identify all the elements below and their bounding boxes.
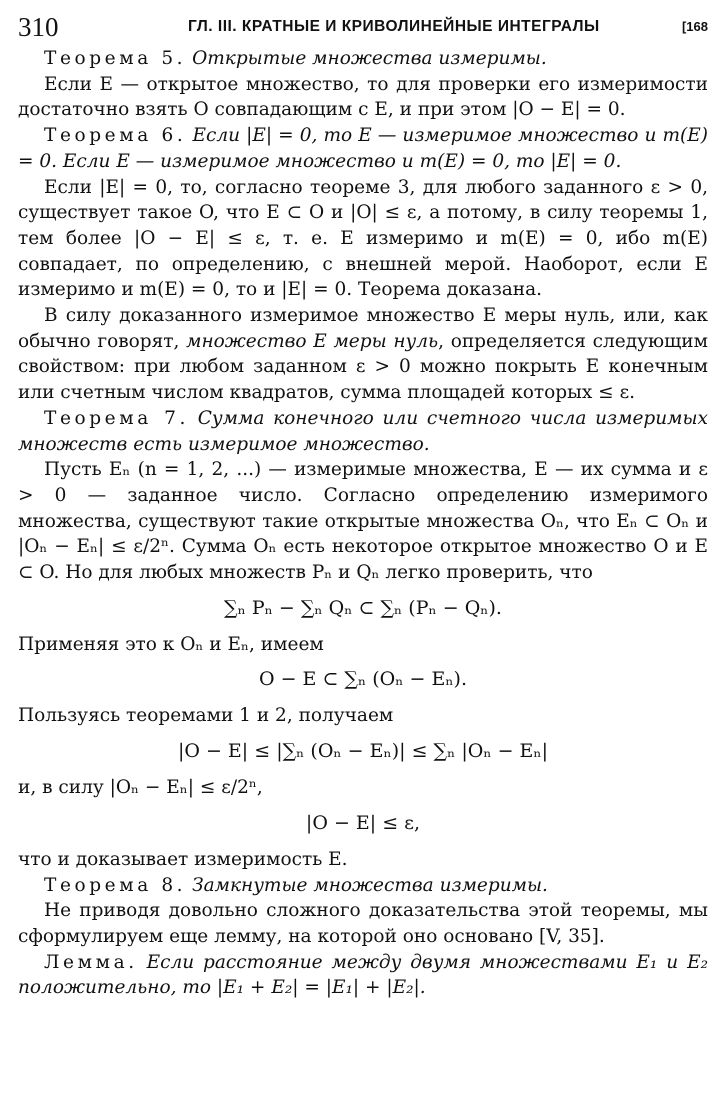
- theorem-5-title: Открытые множества измеримы.: [192, 48, 547, 69]
- theorem-7-label: Теорема 7.: [44, 407, 190, 429]
- theorem-5-label: Теорема 5.: [44, 48, 187, 69]
- theorem-8-heading: [18, 873, 708, 899]
- lemma: [18, 950, 708, 1001]
- paragraph-4: Пусть Eₙ (n = 1, 2, ...) — измеримые множества, E — их сумма и ε > 0 — заданное число. Согласно определению измеримого множества, существуют такие открытые множества Oₙ, что Eₙ ⊂ Oₙ и |Oₙ − Eₙ| ≤ ε/2ⁿ. Сумма Oₙ есть некоторое открытое множество O и E ⊂ O. Но для любых множеств Pₙ и Qₙ легко проверить, что: [18, 459, 708, 584]
- paragraph-7: и, в силу |Oₙ − Eₙ| ≤ ε/2ⁿ,: [18, 777, 263, 799]
- theorem-7-title: Сумма конечного или счетного числа измеримых множеств есть измеримое множество.: [18, 407, 708, 455]
- theorem-6-label: Теорема 6.: [44, 125, 187, 147]
- theorem-8-label: Теорема 8.: [44, 874, 187, 896]
- paragraph-5: Применяя это к Oₙ и Eₙ, имеем: [18, 633, 324, 655]
- paragraph-1: Если E — открытое множество, то для проверки его измеримости достаточно взять O совпадающим с E, и при этом |O − E| = 0.: [18, 73, 708, 121]
- running-head: ГЛ. III. КРАТНЫЕ И КРИВОЛИНЕЙНЫЕ ИНТЕГРАЛЫ: [188, 18, 600, 35]
- paragraph-2: Если |E| = 0, то, согласно теореме 3, для любого заданного ε > 0, существует такое O, что E ⊂ O и |O| ≤ ε, а потому, в силу теоремы 1, тем более |O − E| ≤ ε, т. е. E измеримо и m(E) = 0, ибо m(E) совпадает, по определению, с внешней мерой. Наоборот, если E измеримо и m(E) = 0, то и |E| = 0. Теорема доказана.: [18, 176, 708, 301]
- lemma-text: Если расстояние между двумя множествами E₁ и E₂ положительно, то |E₁ + E₂| = |E₁| + |E₂|.: [18, 951, 708, 999]
- paragraph-8: что и доказывает измеримость E.: [18, 848, 348, 870]
- page-number: 310: [18, 12, 59, 42]
- equation-2: O − E ⊂ ∑ₙ (Oₙ − Eₙ).: [258, 668, 468, 691]
- book-page: [18, 12, 708, 1001]
- theorem-8-title: Замкнутые множества измеримы.: [192, 874, 548, 896]
- section-mark: [168: [681, 19, 708, 34]
- theorem-6: [18, 123, 708, 174]
- theorem-7: [18, 406, 708, 457]
- equation-1: ∑ₙ Pₙ − ∑ₙ Qₙ ⊂ ∑ₙ (Pₙ − Qₙ).: [224, 596, 502, 619]
- lemma-label: Лемма.: [44, 951, 138, 973]
- paragraph-3: [18, 303, 708, 406]
- equation-4: |O − E| ≤ ε,: [305, 811, 421, 834]
- equation-3: |O − E| ≤ |∑ₙ (Oₙ − Eₙ)| ≤ ∑ₙ |Oₙ − Eₙ|: [177, 740, 549, 763]
- paragraph-9: Не приводя довольно сложного доказательства этой теоремы, мы сформулируем еще лемму, на которой оно основано [V, 35].: [18, 900, 708, 947]
- paragraph-6: Пользуясь теоремами 1 и 2, получаем: [18, 705, 394, 727]
- theorem-6-text: Если |E| = 0, то E — измеримое множество и m(E) = 0. Если E — измеримое множество и m(E) = 0, то |E| = 0.: [18, 125, 708, 172]
- paragraph-3-end: , определяется следующим свойством: при любом заданном ε > 0 можно покрыть E конечным или счетным числом квадратов, сумма площадей которых ≤ ε.: [18, 330, 708, 404]
- paragraph-3-start: В силу доказанного измеримое множество E меры нуль, или, как обычно говорят,: [18, 305, 708, 352]
- paragraph-3-emphasis: множество E меры нуль: [186, 330, 439, 352]
- theorem-5-heading: [18, 46, 708, 72]
- page-header: [18, 12, 708, 46]
